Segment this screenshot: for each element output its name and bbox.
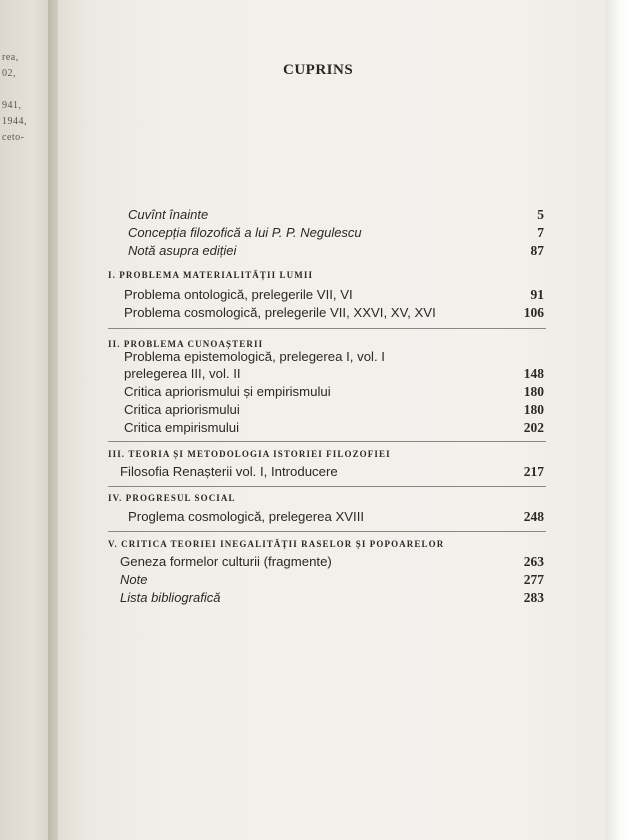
- prev-page-fragment: 941,: [2, 100, 22, 111]
- toc-entry-title: prelegerea III, vol. II: [124, 366, 241, 381]
- toc-entry-title: Lista bibliografică: [120, 590, 221, 605]
- toc-row: [0, 242, 630, 260]
- toc-row: [0, 286, 630, 304]
- toc-page-number: 263: [523, 554, 544, 569]
- toc-row: [0, 508, 630, 526]
- toc-row: [0, 365, 630, 383]
- toc-page-number: 91: [530, 287, 544, 302]
- toc-entry-title: Notă asupra ediției: [128, 243, 237, 258]
- toc-row: [0, 206, 630, 224]
- section-title: IV. PROGRESUL SOCIAL: [108, 493, 236, 503]
- toc-row: [0, 224, 630, 242]
- section-divider: [108, 531, 546, 532]
- toc-entry-title: Proglema cosmologică, prelegerea XVIII: [128, 509, 365, 524]
- toc-page-number: 277: [523, 572, 544, 587]
- toc-entry-title: Critica apriorismului: [124, 402, 240, 417]
- toc-row: [0, 419, 630, 437]
- section-heading: [0, 489, 630, 507]
- toc-row: [0, 401, 630, 419]
- toc-entry-title: Problema epistemologică, prelegerea I, vol. I: [124, 349, 385, 364]
- section-title: I. PROBLEMA MATERIALITĂȚII LUMII: [108, 270, 314, 280]
- toc-page-number: 217: [523, 464, 544, 479]
- page-title: CUPRINS: [283, 62, 354, 78]
- prev-page-fragment: rea,: [2, 52, 19, 63]
- toc-entry-title: Note: [120, 572, 148, 587]
- toc-page-number: 180: [523, 402, 544, 417]
- toc-entry-title: Concepția filozofică a lui P. P. Negulescu: [128, 225, 362, 240]
- toc-page-number: 202: [523, 420, 544, 435]
- section-title: V. CRITICA TEORIEI INEGALITĂȚII RASELOR ȘI POPOARELOR: [108, 539, 445, 549]
- section-heading: [0, 266, 630, 284]
- toc-page-number: 148: [523, 366, 544, 381]
- prev-page-fragment: ceto-: [2, 132, 25, 143]
- section-divider: [108, 328, 546, 329]
- toc-entry-title: Cuvînt înainte: [128, 207, 209, 222]
- toc-row: [0, 463, 630, 481]
- toc-entry-title: Critica apriorismului și empirismului: [124, 384, 331, 399]
- toc-entry-title: Geneza formelor culturii (fragmente): [120, 554, 332, 569]
- toc-page-number: 283: [523, 590, 544, 605]
- toc-row: [0, 304, 630, 322]
- toc-page-number: 180: [523, 384, 544, 399]
- toc-page-number: 7: [537, 225, 544, 240]
- section-title: II. PROBLEMA CUNOAȘTERII: [108, 339, 264, 349]
- toc-row: [0, 571, 630, 589]
- toc-row: [0, 348, 630, 366]
- toc-page-number: 5: [537, 207, 544, 222]
- toc-entry-title: Problema ontologică, prelegerile VII, VI: [124, 287, 353, 302]
- toc-page-number: 106: [523, 305, 544, 320]
- section-title: III. TEORIA ȘI METODOLOGIA ISTORIEI FILOZOFIEI: [108, 449, 391, 459]
- toc-entry-title: Problema cosmologică, prelegerile VII, XXVI, XV, XVI: [124, 305, 436, 320]
- section-heading: [0, 445, 630, 463]
- toc-entry-title: Critica empirismului: [124, 420, 240, 435]
- prev-page-fragment: 02,: [2, 68, 16, 79]
- section-divider: [108, 486, 546, 487]
- toc-row: [0, 553, 630, 571]
- section-divider: [108, 441, 546, 442]
- toc-page-number: 248: [523, 509, 544, 524]
- prev-page-fragment: 1944,: [2, 116, 27, 127]
- section-heading: [0, 535, 630, 553]
- toc-page-number: 87: [530, 243, 544, 258]
- toc-row: [0, 383, 630, 401]
- toc-row: [0, 589, 630, 607]
- toc-entry-title: Filosofia Renașterii vol. I, Introducere: [120, 464, 338, 479]
